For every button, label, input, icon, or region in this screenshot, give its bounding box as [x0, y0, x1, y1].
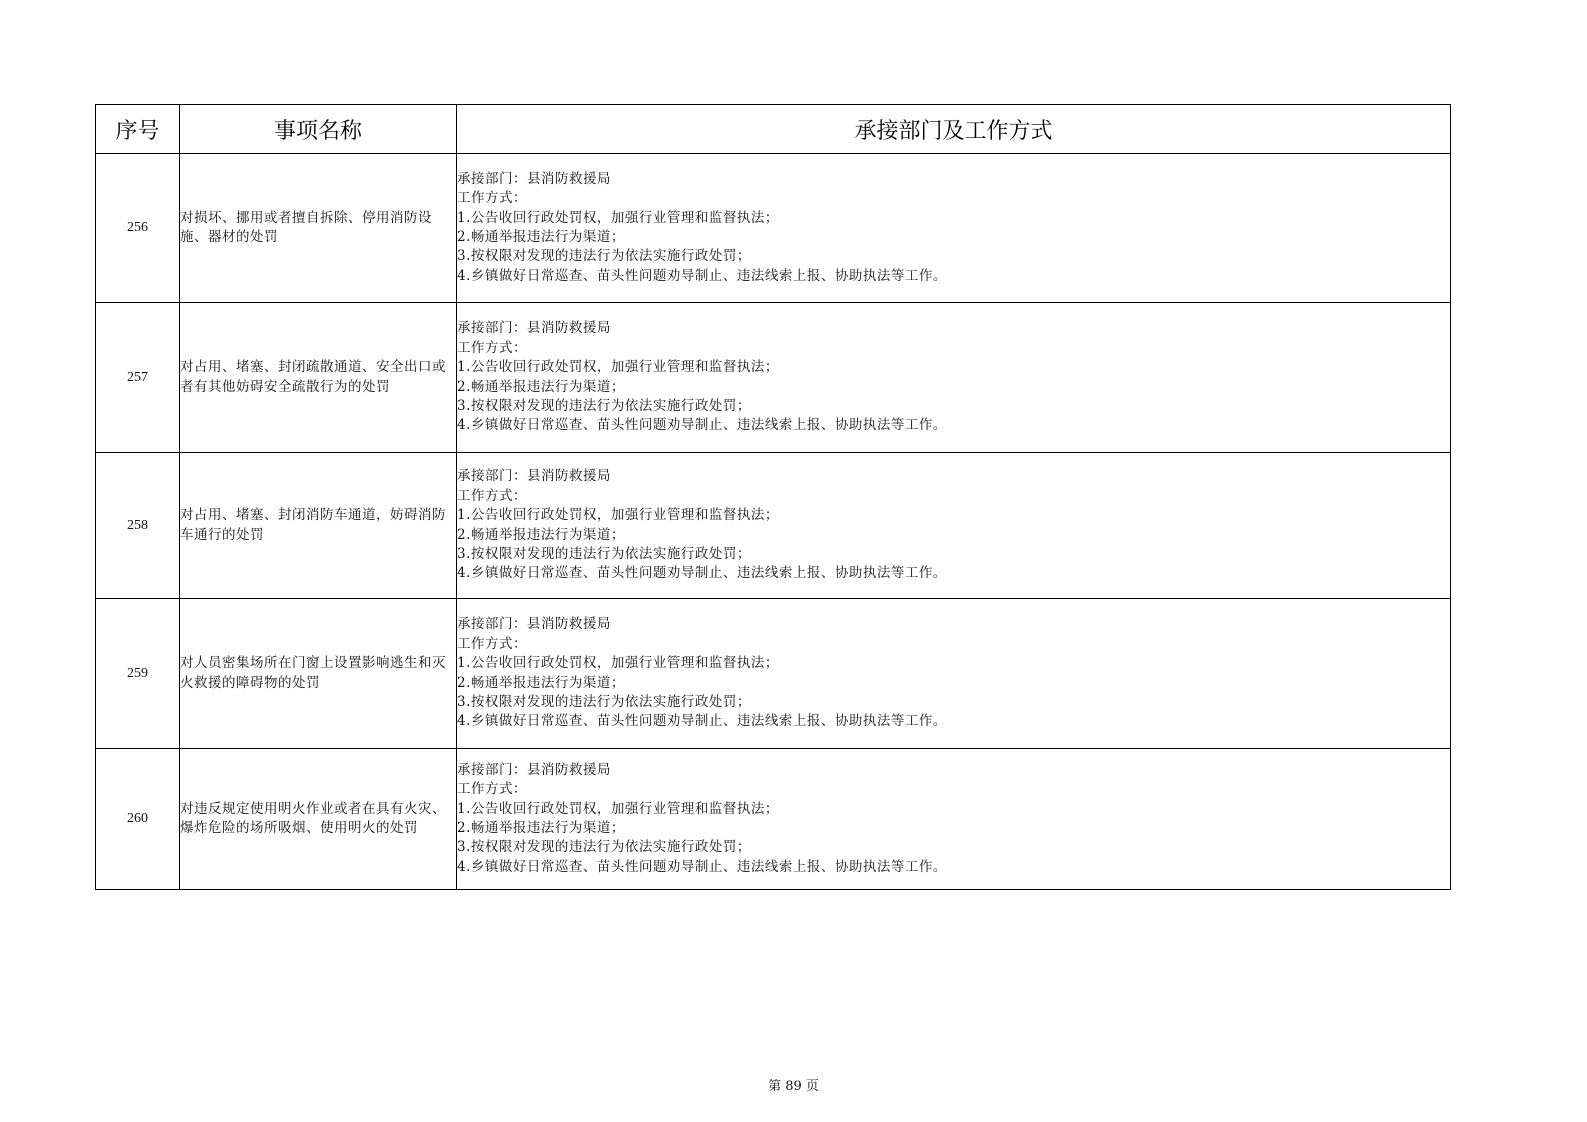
- row-number: 260: [96, 749, 180, 890]
- item-name: 对占用、堵塞、封闭疏散通道、安全出口或者有其他妨碍安全疏散行为的处罚: [180, 303, 457, 453]
- method-heading: 工作方式：: [457, 190, 527, 207]
- table-row: [96, 303, 1451, 453]
- department-line: 承接部门：县消防救援局: [457, 468, 611, 485]
- method-step-2: 2.畅通举报违法行为渠道；: [457, 378, 625, 395]
- method-heading: 工作方式：: [457, 339, 527, 356]
- method-step-4: 4.乡镇做好日常巡查、苗头性问题劝导制止、违法线索上报、协助执法等工作。: [457, 713, 947, 730]
- department-and-method: [457, 303, 1451, 453]
- table-row: [96, 599, 1451, 749]
- method-step-1: 1.公告收回行政处罚权，加强行业管理和监督执法；: [457, 800, 779, 817]
- method-step-4: 4.乡镇做好日常巡查、苗头性问题劝导制止、违法线索上报、协助执法等工作。: [457, 417, 947, 434]
- method-step-1: 1.公告收回行政处罚权，加强行业管理和监督执法；: [457, 209, 779, 226]
- table-row: [96, 749, 1451, 890]
- matters-table: [95, 104, 1451, 890]
- method-step-2: 2.畅通举报违法行为渠道；: [457, 820, 625, 836]
- method-step-1: 1.公告收回行政处罚权，加强行业管理和监督执法；: [457, 507, 779, 524]
- department-and-method: [457, 154, 1451, 303]
- department-and-method: [457, 453, 1451, 599]
- department-line: 承接部门：县消防救援局: [457, 320, 611, 337]
- header-row: [96, 105, 1451, 154]
- row-number: 259: [96, 599, 180, 749]
- method-step-4: 4.乡镇做好日常巡查、苗头性问题劝导制止、违法线索上报、协助执法等工作。: [457, 267, 947, 284]
- department-line: 承接部门：县消防救援局: [457, 761, 611, 778]
- method-step-1: 1.公告收回行政处罚权，加强行业管理和监督执法；: [457, 655, 779, 672]
- method-step-2: 2.畅通举报违法行为渠道；: [457, 674, 625, 691]
- method-heading: 工作方式：: [457, 487, 527, 504]
- row-number: 258: [96, 453, 180, 599]
- method-step-3: 3.按权限对发现的违法行为依法实施行政处罚；: [457, 397, 751, 414]
- method-heading: 工作方式：: [457, 781, 527, 798]
- method-step-4: 4.乡镇做好日常巡查、苗头性问题劝导制止、违法线索上报、协助执法等工作。: [457, 858, 947, 875]
- method-step-2: 2.畅通举报违法行为渠道；: [457, 526, 625, 543]
- row-number: 257: [96, 303, 180, 453]
- method-heading: 工作方式：: [457, 635, 527, 652]
- header-department-and-method: 承接部门及工作方式: [457, 105, 1451, 154]
- method-step-4: 4.乡镇做好日常巡查、苗头性问题劝导制止、违法线索上报、协助执法等工作。: [457, 565, 947, 582]
- item-name: 对人员密集场所在门窗上设置影响逃生和灭火救援的障碍物的处罚: [180, 599, 457, 749]
- item-name: 对违反规定使用明火作业或者在具有火灾、爆炸危险的场所吸烟、使用明火的处罚: [180, 749, 457, 890]
- row-number: 256: [96, 154, 180, 303]
- method-step-3: 3.按权限对发现的违法行为依法实施行政处罚；: [457, 248, 751, 265]
- method-step-3: 3.按权限对发现的违法行为依法实施行政处罚；: [457, 839, 751, 856]
- method-step-2: 2.畅通举报违法行为渠道；: [457, 229, 625, 245]
- table-row: [96, 154, 1451, 303]
- item-name: 对占用、堵塞、封闭消防车通道，妨碍消防车通行的处罚: [180, 453, 457, 599]
- department-and-method: [457, 749, 1451, 890]
- item-name: 对损坏、挪用或者擅自拆除、停用消防设施、器材的处罚: [180, 154, 457, 303]
- department-and-method: [457, 599, 1451, 749]
- table-row: [96, 453, 1451, 599]
- page-number: 第 89 页: [768, 1079, 819, 1094]
- header-item-name: 事项名称: [180, 105, 457, 154]
- department-line: 承接部门：县消防救援局: [457, 170, 611, 187]
- method-step-3: 3.按权限对发现的违法行为依法实施行政处罚；: [457, 693, 751, 710]
- method-step-3: 3.按权限对发现的违法行为依法实施行政处罚；: [457, 545, 751, 562]
- method-step-1: 1.公告收回行政处罚权，加强行业管理和监督执法；: [457, 359, 779, 376]
- department-line: 承接部门：县消防救援局: [457, 616, 611, 633]
- header-serial-number: 序号: [96, 105, 180, 154]
